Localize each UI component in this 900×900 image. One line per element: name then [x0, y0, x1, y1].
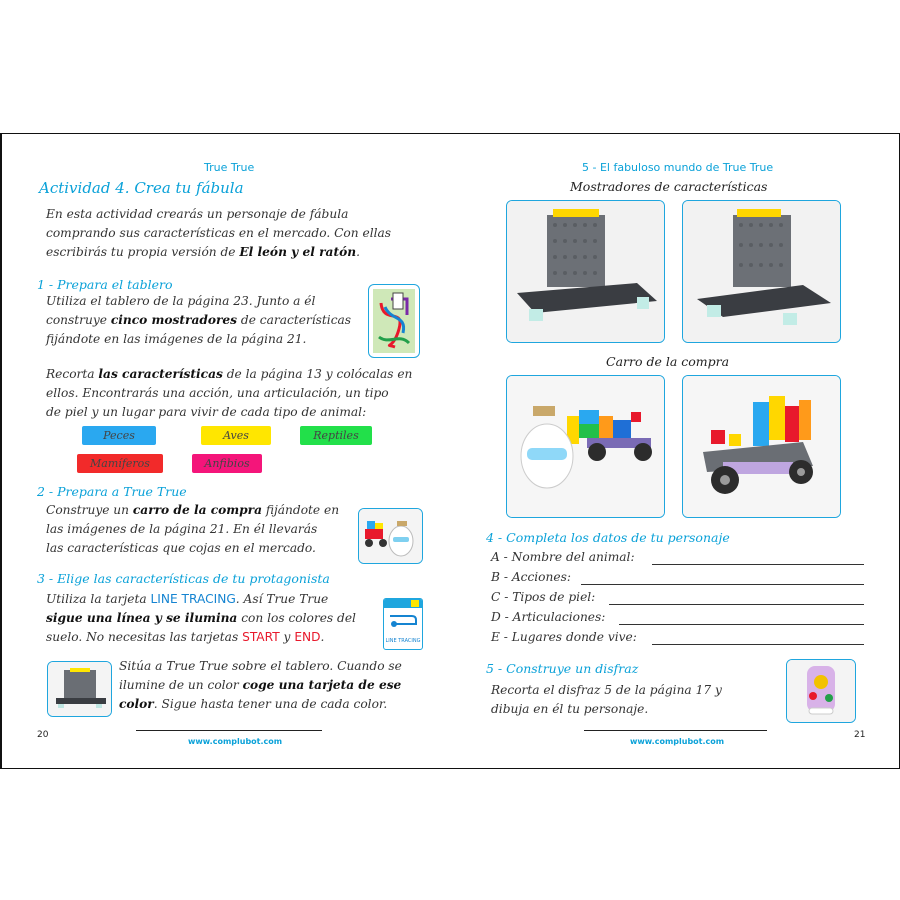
- line: [46, 590, 376, 609]
- section-1-paragraph-a: [46, 292, 366, 350]
- caption-cart: Carro de la compra: [606, 354, 730, 369]
- bold-text: carro de la compra: [132, 503, 262, 517]
- footer-url[interactable]: www.complubot.com: [188, 737, 283, 746]
- right-page-header: 5 - El fabuloso mundo de True True: [582, 161, 774, 174]
- counter-photo-2: [682, 200, 841, 343]
- bold-text: cinco mostradores: [110, 313, 238, 328]
- page-number: 20: [37, 730, 49, 740]
- line: [46, 311, 366, 330]
- text: Construye un: [46, 503, 133, 517]
- text: y: [279, 630, 295, 645]
- intro-line: comprando sus características en el mercado. Con ellas: [46, 226, 392, 241]
- section-4-title: 4 - Completa los datos de tu personaje: [486, 530, 730, 545]
- card-aves: Aves: [201, 426, 271, 445]
- counter-illustration: [683, 201, 840, 342]
- footer-rule: [584, 730, 767, 731]
- section-1-paragraph-b: [46, 365, 436, 423]
- counter-photo-1: [506, 200, 665, 343]
- footer-rule: [136, 730, 322, 731]
- cart-illustration: [683, 376, 840, 517]
- text: escribirás tu propia versión de: [46, 245, 240, 260]
- field-label-skin: C - Tipos de piel:: [491, 590, 596, 604]
- line: [46, 501, 366, 520]
- left-page-header: True True: [204, 161, 255, 174]
- counter-illustration: [507, 201, 664, 342]
- text: con los colores del: [237, 611, 356, 626]
- line: de piel y un lugar para vivir de cada tipo de animal:: [46, 405, 367, 420]
- line: dibuja en él tu personaje.: [491, 702, 649, 717]
- section-3-title: 3 - Elige las características de tu protagonista: [37, 571, 330, 586]
- text: suelo. No necesitas las tarjetas: [46, 630, 243, 645]
- field-line-name[interactable]: [652, 564, 864, 565]
- costume-photo: [786, 659, 856, 723]
- line: fijándote en las imágenes de la página 21.: [46, 332, 307, 347]
- card-reptiles: Reptiles: [300, 426, 372, 445]
- cart-thumbnail-image: [358, 508, 423, 564]
- line: [46, 365, 436, 384]
- right-page: [451, 134, 900, 768]
- footer-url[interactable]: www.complubot.com: [630, 737, 725, 746]
- line: Utiliza el tablero de la página 23. Junto a él: [46, 294, 316, 308]
- text: Recorta: [46, 367, 99, 381]
- line-tracing-card: [383, 598, 423, 650]
- text: .: [356, 245, 360, 260]
- costume-illustration: [787, 660, 855, 722]
- line: [119, 676, 439, 695]
- section-3-paragraph-a: [46, 590, 376, 648]
- field-line-places[interactable]: [652, 644, 864, 645]
- text: fijándote en: [262, 503, 340, 517]
- text: . Así True True: [235, 592, 329, 606]
- line: Recorta el disfraz 5 de la página 17 y: [491, 683, 722, 697]
- field-line-joints[interactable]: [619, 624, 864, 625]
- line-tracing-label: LINE TRACING: [150, 592, 236, 606]
- line-tracing-icon: [384, 608, 422, 634]
- cart-photo-1: [506, 375, 665, 518]
- text: de características: [237, 313, 352, 328]
- section-1-title: 1 - Prepara el tablero: [37, 277, 173, 292]
- cart-illustration: [359, 509, 422, 563]
- text: construye: [46, 313, 111, 328]
- line: [46, 628, 376, 647]
- section-3-paragraph-b: [119, 657, 439, 715]
- bold-text: sigue una línea y se ilumina: [46, 611, 238, 626]
- text: . Sigue hasta tener una de cada color.: [153, 697, 388, 712]
- bold-text: coge una tarjeta de ese: [242, 678, 402, 693]
- board-thumbnail-image: [368, 284, 420, 358]
- cart-illustration: [507, 376, 664, 517]
- section-2-title: 2 - Prepara a True True: [37, 484, 187, 499]
- field-line-actions[interactable]: [581, 584, 864, 585]
- line: [119, 695, 439, 714]
- field-label-places: E - Lugares donde vive:: [491, 630, 637, 644]
- text: ilumine de un color: [119, 678, 243, 693]
- text: Utiliza la tarjeta: [46, 592, 151, 606]
- counter-thumbnail-image: [47, 661, 112, 717]
- card-corner: [411, 600, 419, 607]
- line: las imágenes de la página 21. En él llevarás: [46, 522, 318, 537]
- intro-line: En esta actividad crearás un personaje de fábula: [46, 207, 349, 221]
- field-line-skin[interactable]: [609, 604, 864, 605]
- section-5-title: 5 - Construye un disfraz: [486, 661, 639, 676]
- board-illustration: [369, 285, 419, 357]
- text: de la página 13 y colócalas en: [222, 367, 413, 381]
- bold-text: las características: [98, 367, 223, 381]
- start-label: START: [242, 630, 280, 645]
- section-5-paragraph: [491, 681, 791, 719]
- line: Sitúa a True True sobre el tablero. Cuando se: [119, 659, 402, 673]
- activity-title: Actividad 4. Crea tu fábula: [39, 179, 244, 197]
- section-2-paragraph: [46, 501, 366, 559]
- field-label-actions: B - Acciones:: [491, 570, 571, 584]
- card-peces: Peces: [82, 426, 156, 445]
- counter-illustration: [48, 662, 111, 716]
- card-header-stripe: [384, 599, 422, 608]
- bold-text: color: [119, 697, 154, 712]
- field-label-joints: D - Articulaciones:: [491, 610, 606, 624]
- page-number: 21: [854, 730, 866, 740]
- left-page: [0, 134, 453, 768]
- end-label: END: [294, 630, 321, 645]
- text: .: [320, 630, 325, 645]
- card-label: LINE TRACING: [385, 638, 421, 644]
- card-anfibios: Anfibios: [192, 454, 262, 473]
- card-mamiferos: Mamíferos: [77, 454, 163, 473]
- line: ellos. Encontrarás una acción, una articulación, un tipo: [46, 386, 389, 401]
- intro-paragraph: [46, 205, 436, 263]
- caption-counters: Mostradores de características: [570, 179, 768, 194]
- line: las características que cojas en el mercado.: [46, 541, 316, 556]
- story-title: El león y el ratón: [239, 245, 357, 260]
- intro-line: [46, 243, 436, 262]
- book-spread: [0, 133, 900, 769]
- field-label-name: A - Nombre del animal:: [491, 550, 635, 564]
- line: [46, 609, 376, 628]
- cart-photo-2: [682, 375, 841, 518]
